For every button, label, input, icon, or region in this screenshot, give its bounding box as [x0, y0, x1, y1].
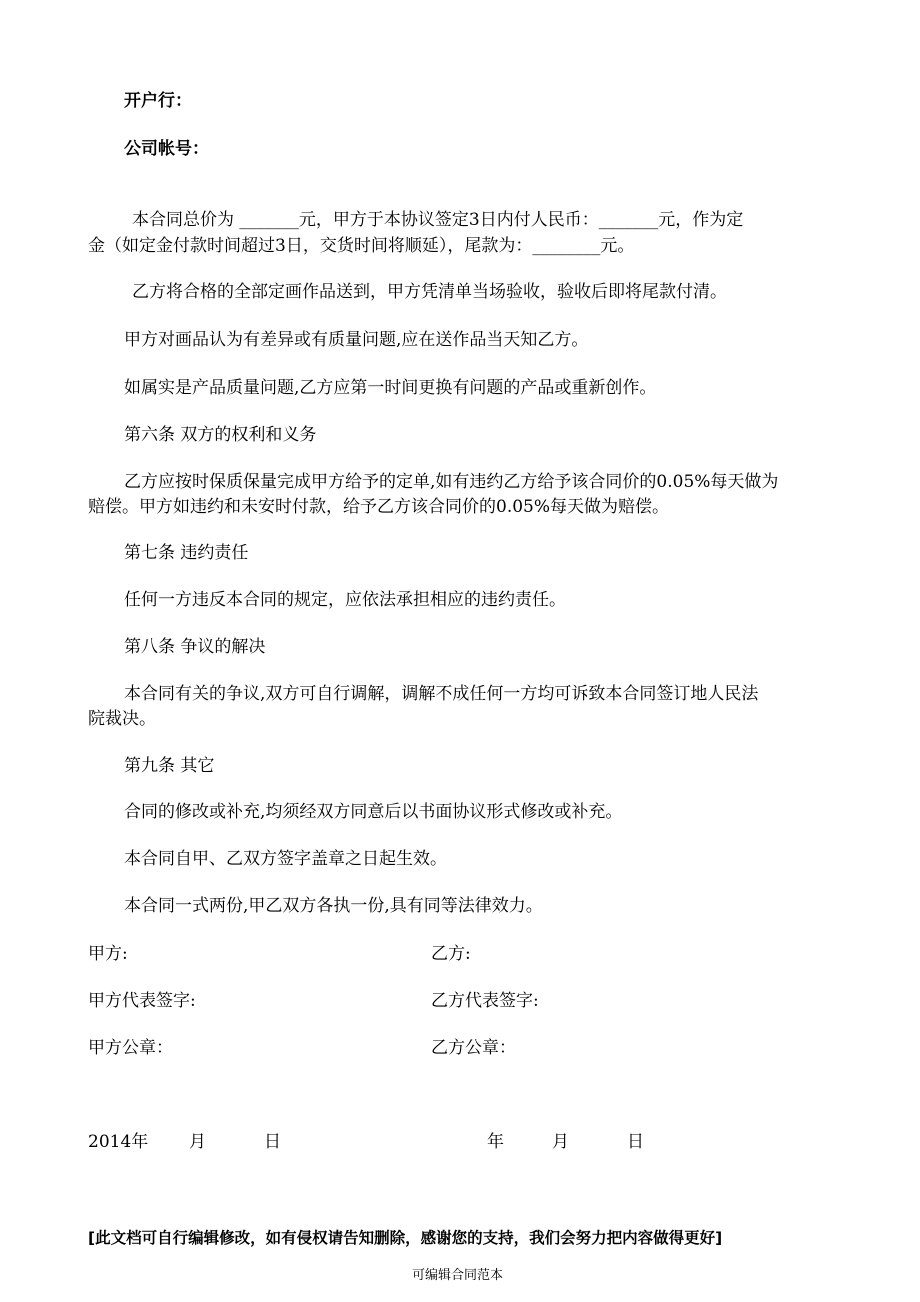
- article-7-body: 任何一方违反本合同的规定，应依法承担相应的违约责任。: [124, 590, 566, 610]
- delivery-paragraph-1: 乙方将合格的全部定画作品送到，甲方凭清单当场验收，验收后即将尾款付清。: [132, 282, 727, 302]
- article-8-line-2: 院裁决。: [88, 709, 156, 729]
- article-9-paragraph-3: 本合同一式两份,甲乙双方各执一份,具有同等法律效力。: [124, 896, 543, 916]
- article-8-heading: 第八条 争议的解决: [124, 637, 266, 657]
- party-b-seal-label: 乙方公章：: [431, 1038, 516, 1058]
- article-6-line-1: 乙方应按时保质保量完成甲方给予的定单,如有违约乙方给予该合同价的0.05%每天做为: [124, 472, 779, 492]
- party-a-date-year: 2014年: [88, 1132, 149, 1152]
- party-b-date-day: 日: [627, 1132, 644, 1152]
- editable-document-notice: [此文档可自行编辑修改，如有侵权请告知删除，感谢您的支持，我们会努力把内容做得更好]: [88, 1229, 723, 1247]
- article-6-line-2: 赔偿。甲方如违约和未安时付款，给予乙方该合同价的0.05%每天做为赔偿。: [88, 497, 670, 517]
- article-9-heading: 第九条 其它: [124, 756, 215, 776]
- article-8-line-1: 本合同有关的争议,双方可自行调解，调解不成任何一方均可诉致本合同签订地人民法: [124, 684, 759, 704]
- page-footer: 可编辑合同范本: [412, 1268, 504, 1283]
- article-9-paragraph-1: 合同的修改或补充,均须经双方同意后以书面协议形式修改或补充。: [124, 802, 623, 822]
- party-b-date-year: 年: [487, 1132, 504, 1152]
- party-b-representative-label: 乙方代表签字:: [431, 991, 539, 1011]
- party-b-date-month: 月: [552, 1132, 569, 1152]
- party-a-label: 甲方:: [88, 944, 128, 964]
- article-9-paragraph-2: 本合同自甲、乙双方签字盖章之日起生效。: [124, 849, 447, 869]
- party-a-date-day: 日: [264, 1132, 281, 1152]
- opening-bank-label: 开户行：: [124, 91, 192, 111]
- company-account-label: 公司帐号：: [124, 139, 209, 159]
- delivery-paragraph-3: 如属实是产品质量问题,乙方应第一时间更换有问题的产品或重新创作。: [124, 378, 657, 398]
- article-7-heading: 第七条 违约责任: [124, 543, 249, 563]
- party-a-seal-label: 甲方公章：: [88, 1038, 173, 1058]
- payment-line-1: 本合同总价为 _______元，甲方于本协议签定3日内付人民币：_______元，作为定: [132, 210, 744, 230]
- delivery-paragraph-2: 甲方对画品认为有差异或有质量问题,应在送作品当天知乙方。: [124, 330, 589, 350]
- payment-line-2: 金（如定金付款时间超过3日，交货时间将顺延），尾款为：________元。: [88, 236, 635, 256]
- party-b-label: 乙方:: [431, 944, 471, 964]
- party-a-date-month: 月: [189, 1132, 206, 1152]
- party-a-representative-label: 甲方代表签字:: [88, 991, 196, 1011]
- article-6-heading: 第六条 双方的权利和义务: [124, 425, 317, 445]
